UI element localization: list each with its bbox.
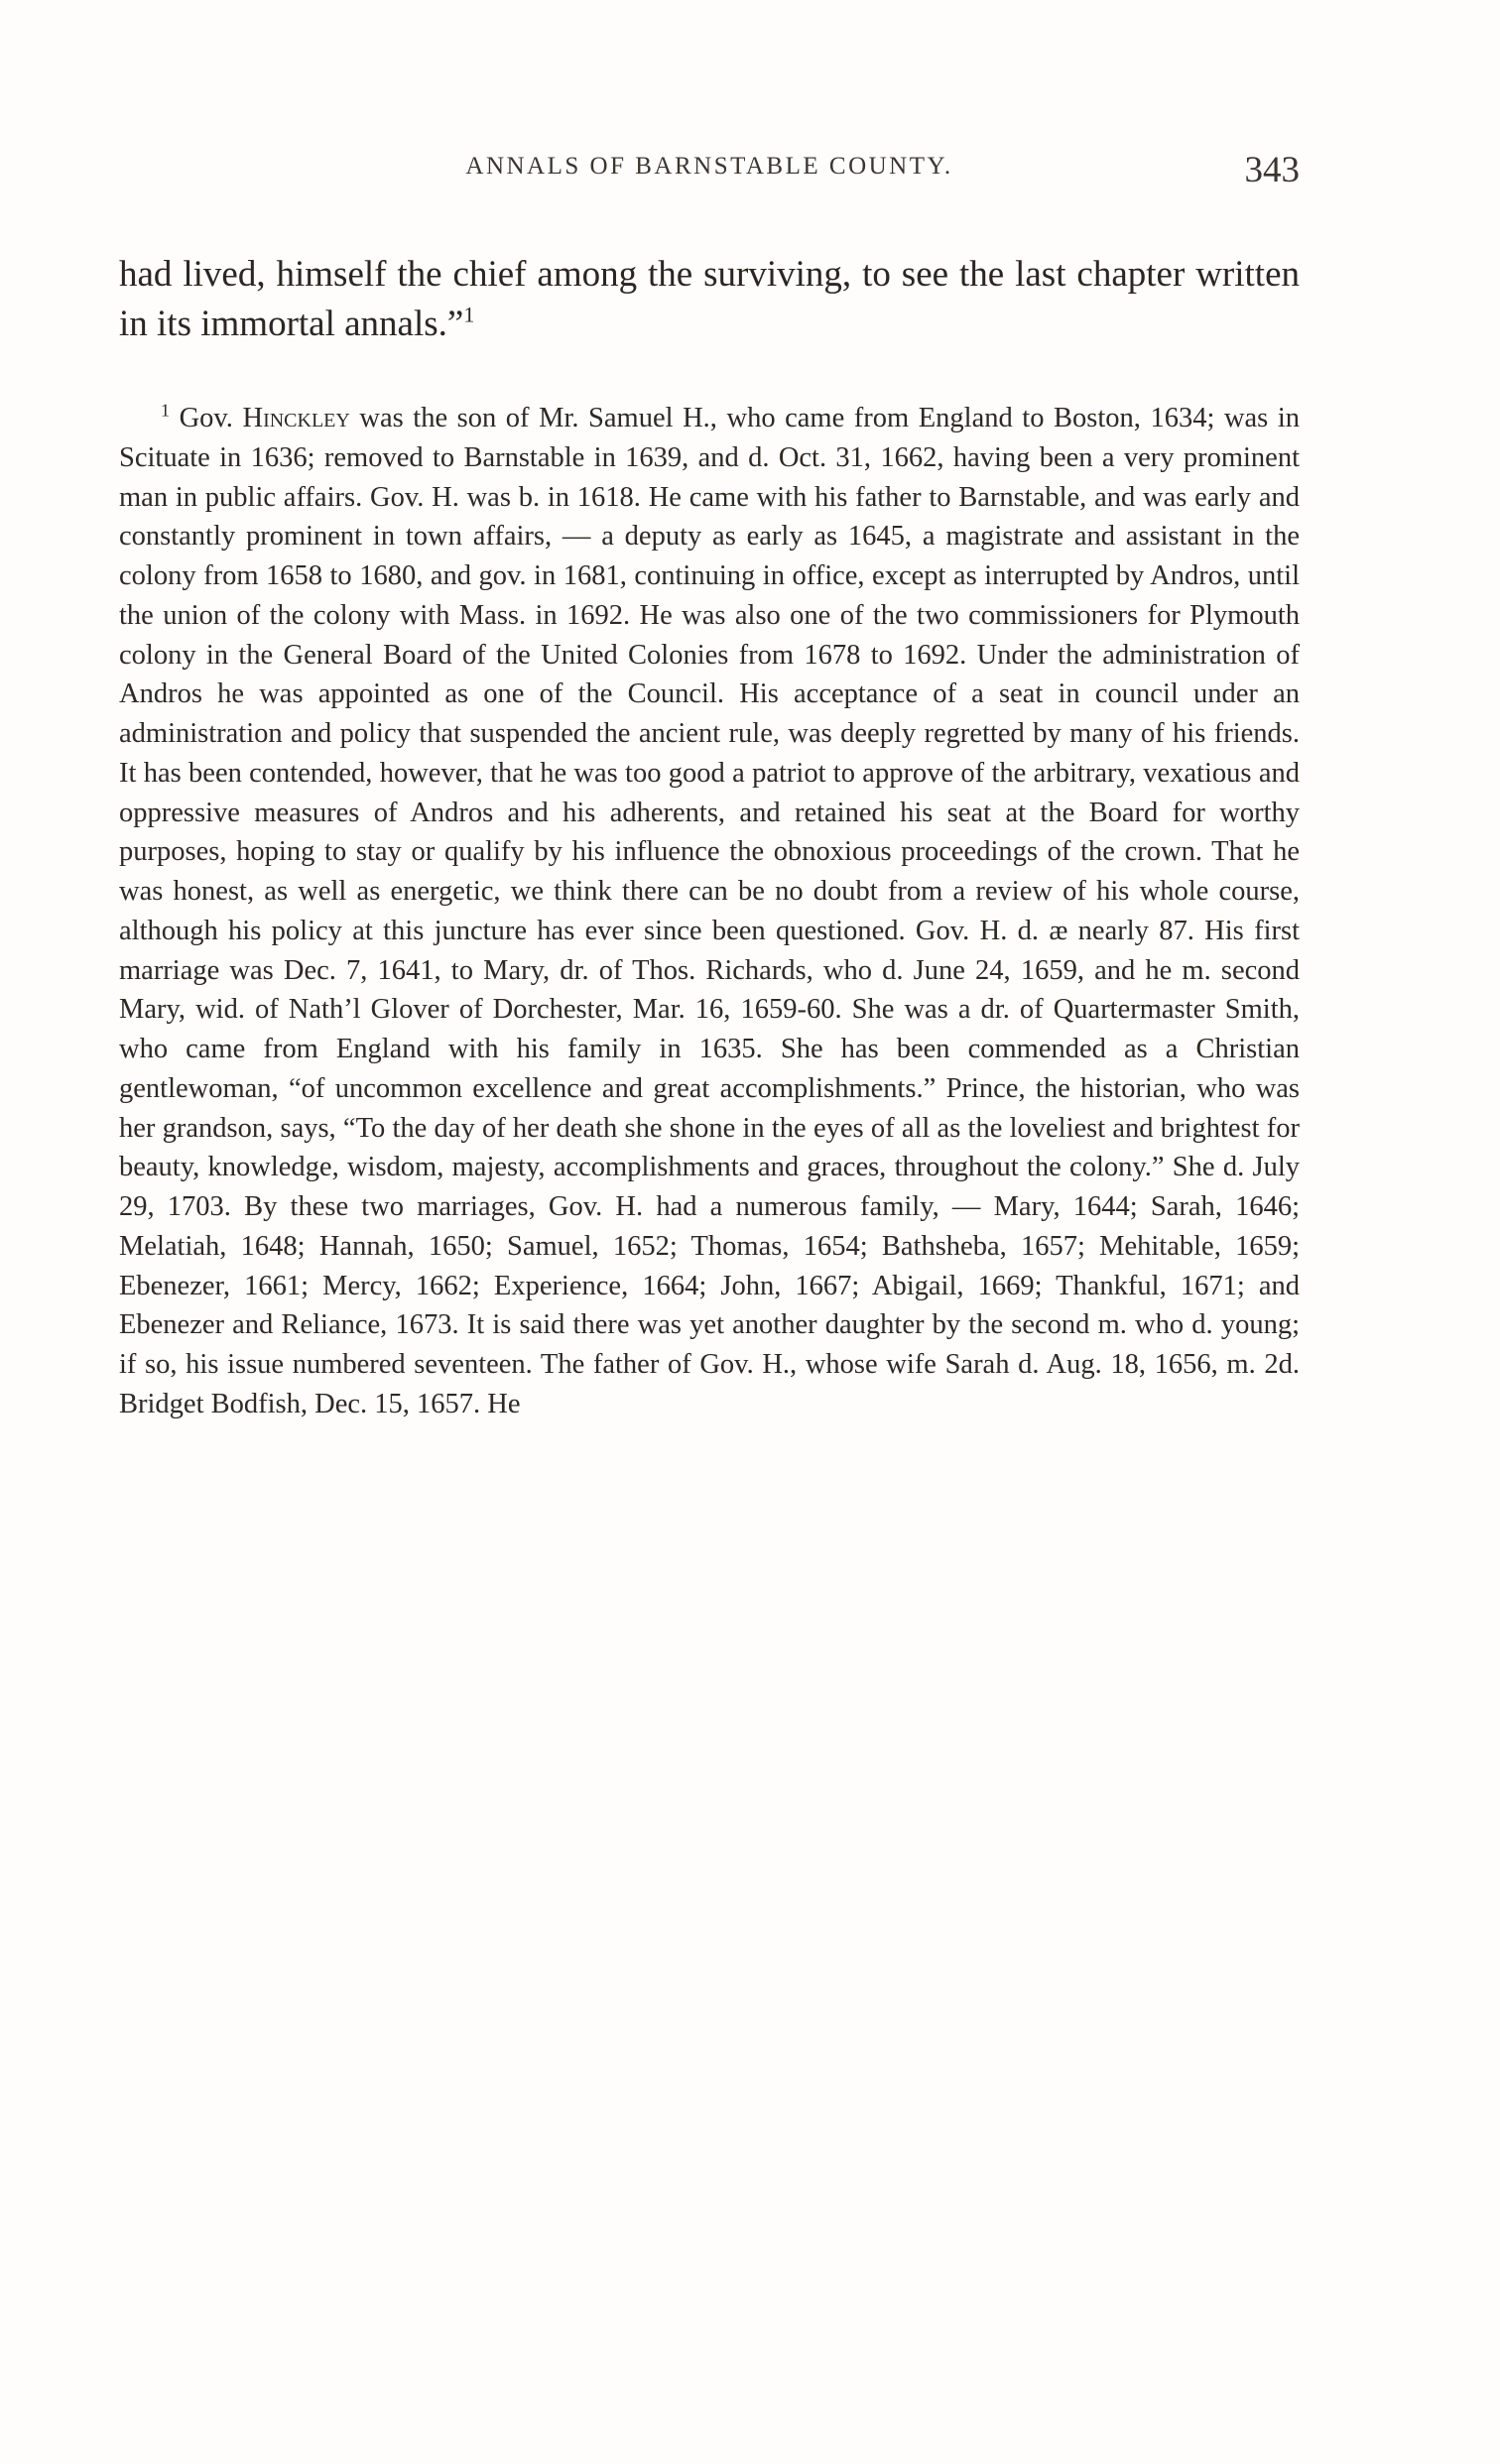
page-number: 343	[1244, 150, 1300, 190]
continuation-text: had lived, himself the chief among the surviving, to see the last chapter written in its immortal annals.”	[119, 254, 1300, 344]
running-title: ANNALS OF BARNSTABLE COUNTY.	[465, 153, 953, 180]
footnote-lead: Gov.	[179, 403, 233, 433]
footnote-name: Hinckley	[242, 403, 350, 433]
body-paragraph	[119, 250, 1300, 349]
running-header	[119, 149, 1300, 194]
footnote-reference: 1	[463, 302, 475, 327]
footnote-marker: 1	[161, 400, 170, 421]
footnote	[119, 399, 1300, 1424]
footnote-text: was the son of Mr. Samuel H., who came from England to Boston, 1634; was in Scituate in 1636; removed to Barnstable in 1639, and d. Oct. 31, 1662, having been a very prominent man in public affairs. Gov. H. was b. in 1618. He came with his father to Barnstable, and was early and constantly prominent in town affairs, — a deputy as early as 1645, a magistrate and assistant in the colony from 1658 to 1680, and gov. in 1681, continuing in office, except as interrupted by Andros, until the union of the colony with Mass. in 1692. He was also one of the two commissioners for Plymouth colony in the General Board of the United Colonies from 1678 to 1692. Under the administration of Andros he was appointed as one of the Council. His acceptance of a seat in council under an administration and policy that suspended the ancient rule, was deeply regretted by many of his friends. It has been contended, however, that he was too good a patriot to approve of the arbitrary, vexatious and oppressive measures of Andros and his adherents, and retained his seat at the Board for worthy purposes, hoping to stay or qualify by his influence the obnoxious proceedings of the crown. That he was honest, as well as energetic, we think there can be no doubt from a review of his whole course, although his policy at this juncture has ever since been questioned. Gov. H. d. æ nearly 87. His first marriage was Dec. 7, 1641, to Mary, dr. of Thos. Richards, who d. June 24, 1659, and he m. second Mary, wid. of Nath’l Glover of Dorchester, Mar. 16, 1659-60. She was a dr. of Quartermaster Smith, who came from England with his family in 1635. She has been commended as a Christian gentlewoman, “of uncommon excellence and great accomplishments.” Prince, the historian, who was her grandson, says, “To the day of her death she shone in the eyes of all as the loveliest and brightest for beauty, knowledge, wisdom, majesty, accomplishments and graces, throughout the colony.” She d. July 29, 1703. By these two marriages, Gov. H. had a numerous family, — Mary, 1644; Sarah, 1646; Melatiah, 1648; Hannah, 1650; Samuel, 1652; Thomas, 1654; Bathsheba, 1657; Mehitable, 1659; Ebenezer, 1661; Mercy, 1662; Experience, 1664; John, 1667; Abigail, 1669; Thankful, 1671; and Ebenezer and Reliance, 1673. It is said there was yet another daughter by the second m. who d. young; if so, his issue numbered seventeen. The father of Gov. H., whose wife Sarah d. Aug. 18, 1656, m. 2d. Bridget Bodfish, Dec. 15, 1657. He	[119, 403, 1300, 1419]
